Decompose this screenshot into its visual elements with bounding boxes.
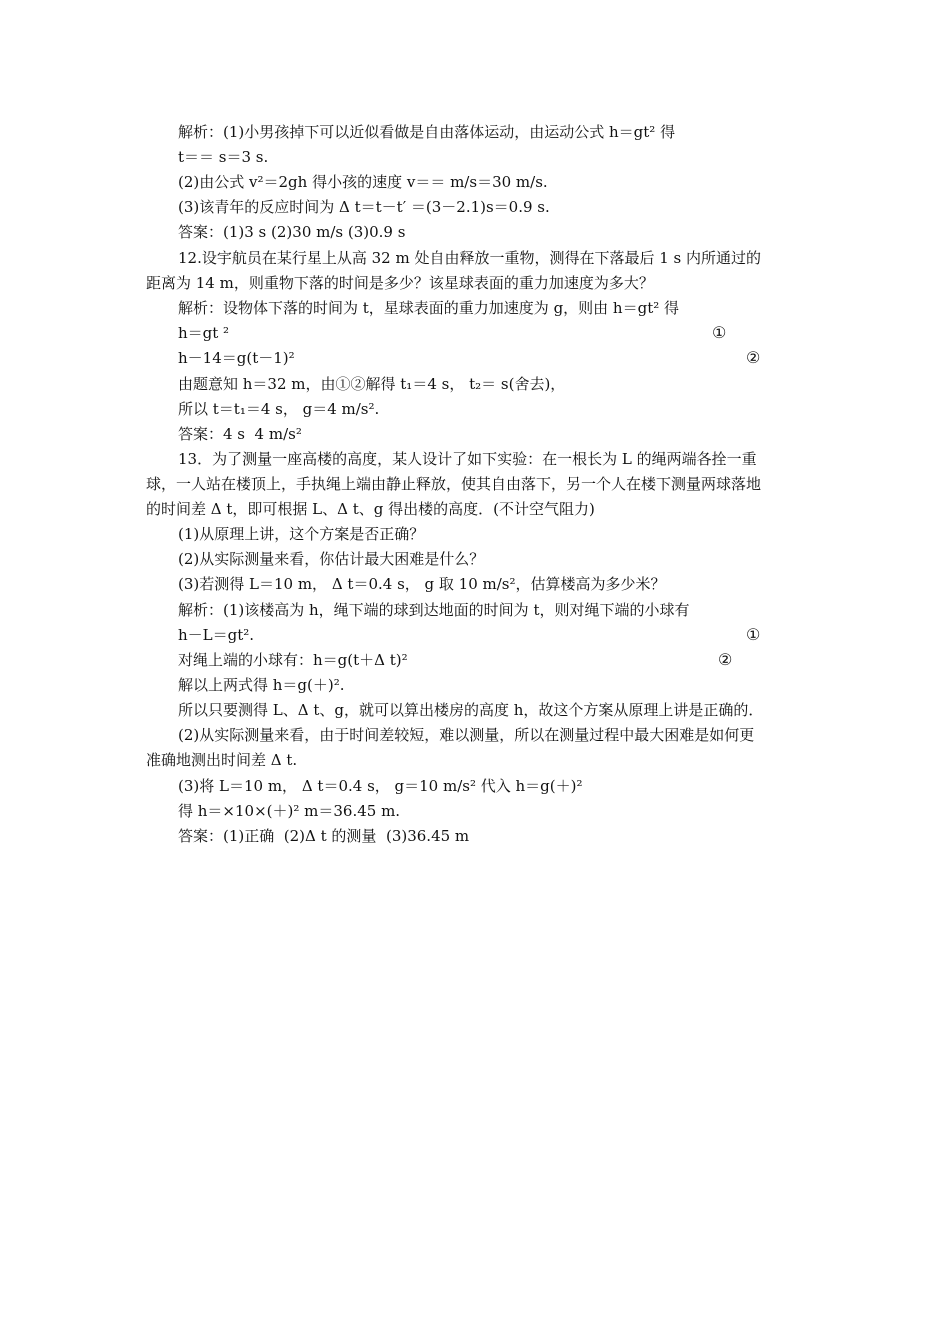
solution-line: 准确地测出时间差 Δ t. — [146, 751, 298, 769]
equation-marker-2: ② — [746, 348, 761, 367]
answer-line: 答案：(1)正确 (2)Δ t 的测量 (3)36.45 m — [178, 827, 470, 845]
solution-line: 解以上两式得 h＝g(＋)². — [178, 676, 345, 694]
solution-line: 由题意知 h＝32 m，由①②解得 t₁＝4 s， t₂＝ s(舍去)， — [178, 375, 566, 393]
equation-line: h＝gt ² — [178, 324, 230, 342]
solution-line: (3)将 L＝10 m， Δ t＝0.4 s， g＝10 m/s² 代入 h＝g(＋)² — [178, 777, 583, 795]
question-13-line: 的时间差 Δ t，即可根据 L、Δ t、g 得出楼的高度．(不计空气阻力) — [146, 500, 595, 518]
equation-marker-1: ① — [746, 625, 761, 644]
equation-line: h－14＝g(t－1)² — [178, 349, 295, 367]
formula-line: t＝＝ s＝3 s. — [178, 148, 269, 166]
formula-line: (2)由公式 v²＝2gh 得小孩的速度 v＝＝ m/s＝30 m/s. — [178, 173, 548, 191]
question-13-line: 13．为了测量一座高楼的高度，某人设计了如下实验：在一根长为 L 的绳两端各拴一重 — [178, 450, 757, 468]
analysis-line: 解析：(1)小男孩掉下可以近似看做是自由落体运动，由运动公式 h＝gt² 得 — [178, 123, 676, 141]
answer-line: 答案：4 s 4 m/s² — [178, 425, 302, 443]
equation-line: h－L＝gt². — [178, 626, 255, 644]
solution-line: 所以 t＝t₁＝4 s， g＝4 m/s². — [178, 400, 380, 418]
solution-line: (2)从实际测量来看，由于时间差较短，难以测量，所以在测量过程中最大困难是如何更 — [178, 726, 755, 744]
sub-question-line: (3)若测得 L＝10 m， Δ t＝0.4 s， g 取 10 m/s²，估算楼高为多少米？ — [178, 575, 666, 593]
sub-question-line: (2)从实际测量来看，你估计最大困难是什么？ — [178, 550, 485, 568]
formula-line: (3)该青年的反应时间为 Δ t＝t－t′ ＝(3－2.1)s＝0.9 s. — [178, 198, 550, 216]
question-12-line: 距离为 14 m，则重物下落的时间是多少？该星球表面的重力加速度为多大？ — [146, 274, 654, 292]
equation-marker-1: ① — [712, 323, 727, 342]
analysis-line: 解析：设物体下落的时间为 t，星球表面的重力加速度为 g，则由 h＝gt² 得 — [178, 299, 680, 317]
analysis-line: 解析：(1)该楼高为 h，绳下端的球到达地面的时间为 t，则对绳下端的小球有 — [178, 601, 690, 619]
question-13-line: 球，一人站在楼顶上，手执绳上端由静止释放，使其自由落下，另一个人在楼下测量两球落地 — [146, 475, 762, 493]
answer-line: 答案：(1)3 s (2)30 m/s (3)0.9 s — [178, 223, 406, 241]
sub-question-line: (1)从原理上讲，这个方案是否正确？ — [178, 525, 425, 543]
solution-line: 所以只要测得 L、Δ t、g，就可以算出楼房的高度 h，故这个方案从原理上讲是正确的． — [178, 701, 764, 719]
solution-line: 得 h＝×10×(＋)² m＝36.45 m. — [178, 802, 401, 820]
equation-line: 对绳上端的小球有：h＝g(t＋Δ t)² — [178, 651, 408, 669]
equation-marker-2: ② — [718, 650, 733, 669]
question-12-line: 12.设宇航员在某行星上从高 32 m 处自由释放一重物，测得在下落最后 1 s 内所通过的 — [178, 249, 762, 267]
